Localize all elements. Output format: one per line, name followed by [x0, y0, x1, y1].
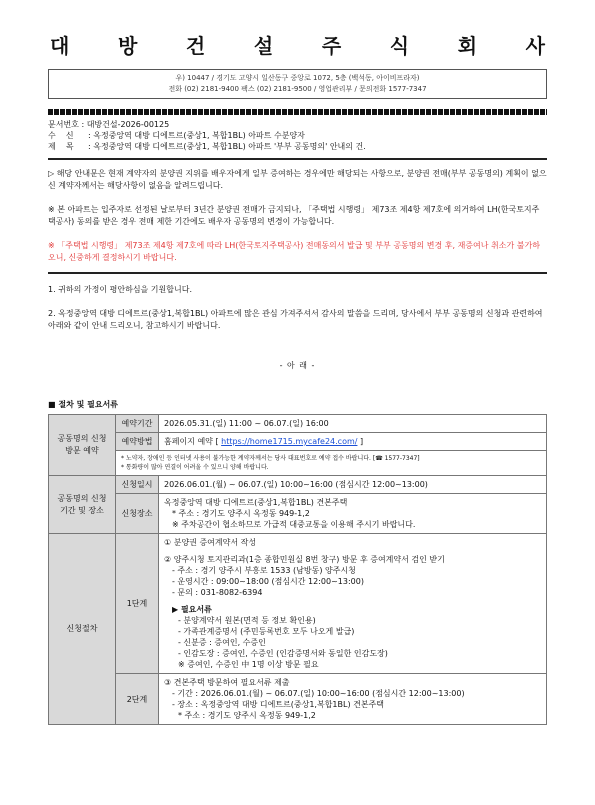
address-box [48, 69, 547, 99]
notice-transfer-rule: ※ 본 아파트는 입주자로 선정된 날로부터 3년간 분양권 전매가 금지되나, 「주택법 시행령」 제73조 제4항 제7호에 의거하여 LH(한국토지주택공사) 동의를 받은 경우 전매 제한 기간에도 배우자 공동명의 변경이 가능합니다. [48, 205, 540, 226]
apply-place-label: 신청장소 [116, 494, 159, 534]
step-line: - 주소 : 경기 양주시 부흥로 1533 (남방동) 양주시청 [172, 566, 356, 575]
subject-row [48, 141, 547, 152]
body-intro: 2. 옥정중앙역 대방 디에트르(중상1,복합1BL) 아파트에 많은 관심 가져주셔서 감사의 말씀을 드리며, 당사에서 부부 공동명의 신청과 관련하여 아래와 같이 안내 드리오니, 참고하시기 바랍니다. [48, 309, 543, 330]
subject-value: : 옥정중앙역 대방 디에트르(중상1, 복합1BL) 아파트 '부부 공동명의' 안내의 건. [88, 142, 366, 151]
contact-line: 전화 (02) 2181-9400 팩스 (02) 2181-9500 / 영업관리부 / 문의전화 1577-7347 [168, 85, 427, 93]
notice-scope: ▷ 해당 안내문은 현재 계약자의 분양권 지위를 배우자에게 일부 증여하는 경우에만 해당되는 사항으로, 분양권 전매(부부 공동명의) 계획이 없으신 계약자께서는 해당사항이 없음을 알려드립니다. [48, 169, 547, 190]
doc-number: 문서번호 : 대방건설-2026-00125 [48, 120, 170, 129]
title-char: 설 [253, 34, 274, 58]
below-heading: - 아 래 - [279, 361, 316, 370]
header-divider [48, 109, 547, 115]
address-line: 우) 10447 / 경기도 고양시 일산동구 중앙로 1072, 5층 (백석동, 아이비프라자) [175, 74, 420, 82]
step-line: - 가족관계증명서 (주민등록번호 모두 나오게 발급) [178, 627, 355, 636]
step-line: ③ 견본주택 방문하여 필요서류 제출 [164, 678, 290, 687]
title-char: 방 [117, 34, 138, 58]
reserve-method-label: 예약방법 [116, 433, 159, 451]
step2-label: 2단계 [116, 674, 159, 725]
procedure-table [48, 414, 547, 725]
reserve-method-value [159, 433, 547, 451]
title-char: 주 [321, 34, 342, 58]
required-docs-heading: ▶ 필요서류 [172, 605, 212, 614]
apply-place-line: * 주소 : 경기도 양주시 옥정동 949-1,2 [172, 509, 310, 518]
step-line: - 신분증 : 증여인, 수증인 [178, 638, 266, 647]
step-line: * 주소 : 경기도 양주시 옥정동 949-1,2 [178, 711, 316, 720]
apply-date-value: 2026.06.01.(월) ~ 06.07.(일) 10:00~16:00 (점심시간 12:00~13:00) [159, 476, 547, 494]
step1-label: 1단계 [116, 534, 159, 674]
step2-content [159, 674, 547, 725]
reserve-method-suffix: ] [357, 437, 364, 446]
step-line: ② 양주시청 토지관리과(1층 종합민원실 8번 창구) 방문 후 증여계약서 검인 받기 [164, 555, 445, 564]
apply-place-line: 옥정중앙역 대방 디에트르(중상1,복합1BL) 견본주택 [164, 498, 348, 507]
notice-divider [48, 272, 547, 274]
body-greeting: 1. 귀하의 가정이 평안하심을 기원합니다. [48, 285, 192, 294]
section-title: ■ 절차 및 필요서류 [48, 400, 119, 409]
step-line: - 운영시간 : 09:00~18:00 (점심시간 12:00~13:00) [172, 577, 364, 586]
recipient-value: : 옥정중앙역 대방 디에트르(중상1, 복합1BL) 아파트 수분양자 [88, 131, 305, 140]
title-char: 식 [389, 34, 410, 58]
reservation-link[interactable]: https://home1715.mycafe24.com/ [221, 437, 358, 446]
reservation-notes [116, 451, 547, 476]
company-title [48, 0, 547, 59]
recipient-row [48, 130, 547, 141]
step-line: - 분양계약서 원본(면적 등 정보 확인용) [178, 616, 316, 625]
step-line: - 장소 : 옥정중앙역 대방 디에트르(중상1,복합1BL) 견본주택 [172, 700, 385, 709]
title-char: 대 [50, 34, 70, 58]
reservation-note: * 통화량이 많아 연결이 어려울 수 있으니 양해 바랍니다. [121, 464, 269, 471]
apply-place-line: ※ 주차공간이 협소하므로 가급적 대중교통을 이용해 주시기 바랍니다. [172, 520, 416, 529]
apply-place-value [159, 494, 547, 534]
title-char: 사 [525, 34, 545, 58]
reservation-note: * 노약자, 장애인 등 인터넷 사용이 불가능한 계약자께서는 당사 대표번호로 예약 접수 바랍니다. [☎ 1577-7347] [121, 455, 420, 462]
step1-content [159, 534, 547, 674]
reserve-period-label: 예약기간 [116, 415, 159, 433]
step-line: - 기간 : 2026.06.01.(월) ~ 06.07.(일) 10:00~16:00 (점심시간 12:00~13:00) [172, 689, 465, 698]
step-line: ※ 증여인, 수증인 中 1명 이상 방문 필요 [178, 660, 319, 669]
title-char: 회 [457, 34, 478, 58]
recipient-key: 수 신 [48, 131, 74, 140]
subject-key: 제 목 [48, 142, 74, 151]
reserve-method-prefix: 홈페이지 예약 [ [164, 437, 222, 446]
procedure-label: 신청절차 [49, 534, 116, 725]
apply-date-label: 신청일시 [116, 476, 159, 494]
notice-warning: ※ 「주택법 시행령」 제73조 제4항 제7호에 따라 LH(한국토지주택공사) 전매동의서 발급 및 부부 공동명의 변경 후, 재증여나 취소가 불가하오니, 신중하게 결정하시기 바랍니다. [48, 241, 540, 262]
step-line: ① 분양권 증여계약서 작성 [164, 538, 257, 547]
period-place-label: 공동명의 신청 기간 및 장소 [49, 476, 116, 534]
reserve-period-value: 2026.05.31.(일) 11:00 ~ 06.07.(일) 16:00 [159, 415, 547, 433]
title-char: 건 [185, 34, 206, 58]
step-line: - 인감도장 : 증여인, 수증인 (인감증명서와 동일한 인감도장) [178, 649, 388, 658]
visit-reservation-label: 공동명의 신청 방문 예약 [49, 415, 116, 476]
meta-divider [48, 158, 547, 160]
step-line: - 문의 : 031-8082-6394 [172, 588, 263, 597]
document-meta [48, 119, 547, 152]
